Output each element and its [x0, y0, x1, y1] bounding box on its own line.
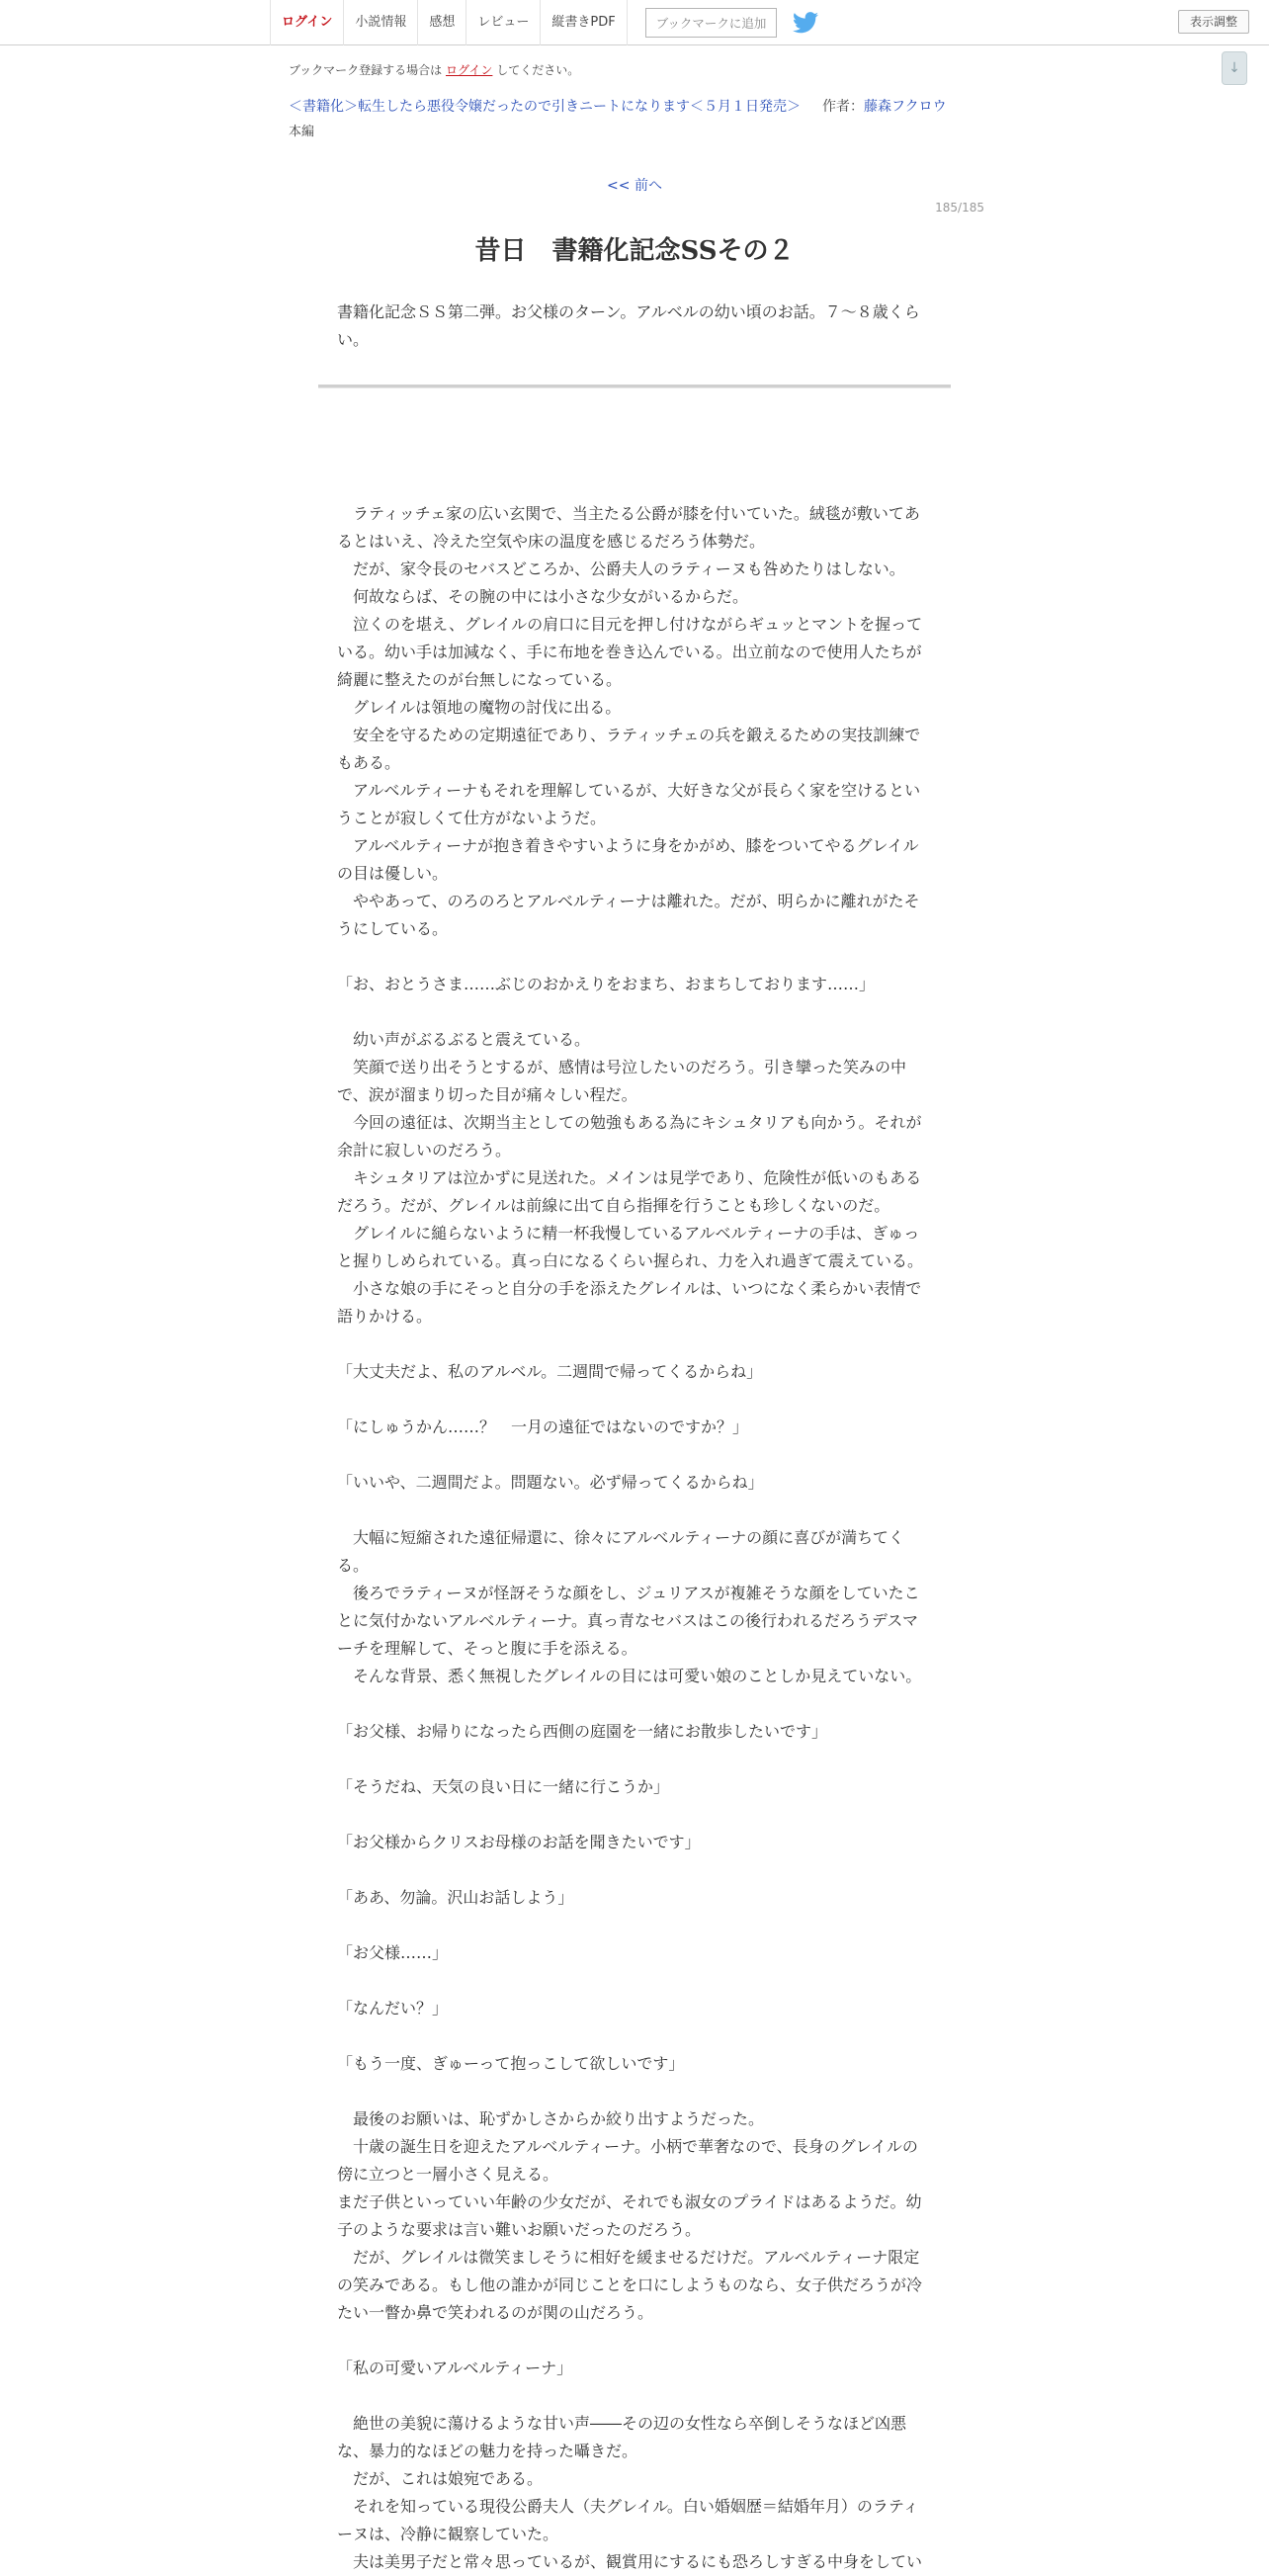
prev-page-nav	[0, 175, 1269, 195]
body-line: の目は優しい。	[337, 864, 449, 883]
body-line: 「ああ、勿論。沢山お話しよう」	[337, 1888, 574, 1907]
body-line: 何故ならば、その腕の中には小さな少女がいるからだ。	[337, 587, 749, 606]
display-settings-button[interactable]: 表示調整	[1178, 10, 1249, 34]
blank-line	[337, 1801, 930, 1829]
blank-line	[337, 1331, 930, 1358]
body-line: と握りしめられている。真っ白になるくらい握られ、力を入れ過ぎて震えている。	[337, 1251, 923, 1270]
chapter-group-label: 本編	[289, 125, 315, 139]
body-line: 絶世の美貌に蕩けるような甘い声――その辺の女性なら卒倒しそうなほど凶悪	[337, 2414, 907, 2433]
body-line: 泣くのを堪え、グレイルの肩口に目元を押し付けながらギュッとマントを握って	[337, 615, 923, 634]
blank-line	[337, 2382, 930, 2410]
preface-line: 書籍化記念ＳＳ第二弾。お父様のターン。アルベルの幼い頃のお話。７～８歳くら	[337, 302, 920, 321]
body-line: キシュタリアは泣かずに見送れた。メインは見学であり、危険性が低いのもある	[337, 1168, 922, 1187]
login-link[interactable]: ログイン	[270, 0, 343, 45]
series-header	[289, 96, 947, 116]
body-line: 安全を守るための定期遠征であり、ラティッチェの兵を鍛えるための実技訓練で	[337, 726, 921, 744]
author-label: 作者：	[822, 99, 864, 115]
body-line: 幼い声がぶるぶると震えている。	[337, 1030, 591, 1049]
top-navigation-bar	[0, 0, 1269, 45]
author-link[interactable]: 藤森フクロウ	[864, 99, 947, 115]
login-note-prefix: ブックマーク登録する場合は	[289, 63, 443, 77]
blank-line	[337, 1497, 930, 1524]
body-line: 綺麗に整えたのが台無しになっている。	[337, 670, 623, 689]
blank-line	[337, 2022, 930, 2050]
body-line: るとはいえ、冷えた空気や床の温度を感じるだろう体勢だ。	[337, 532, 765, 551]
preface-divider	[318, 385, 951, 388]
body-line: まだ子供といっていい年齢の少女だが、それでも淑女のプライドはあるようだ。幼	[337, 2192, 922, 2211]
body-line: そんな背景、悉く無視したグレイルの目には可愛い娘のことしか見えていない。	[337, 1667, 922, 1685]
body-line: それを知っている現役公爵夫人（夫グレイル。白い婚姻歴＝結婚年月）のラティ	[337, 2497, 919, 2516]
body-line: とに気付かないアルベルティーナ。真っ青なセバスはこの後行われるだろうデスマ	[337, 1611, 919, 1630]
body-line: 十歳の誕生日を迎えたアルベルティーナ。小柄で華奢なので、長身のグレイルの	[337, 2137, 918, 2156]
body-line: うことが寂しくて仕方がないようだ。	[337, 809, 607, 827]
body-line: 「お、おとうさま……ぶじのおかえりをおまち、おまちしております……」	[337, 975, 876, 993]
body-line: 「私の可愛いアルベルティーナ」	[337, 2359, 573, 2377]
blank-line	[337, 1856, 930, 1884]
blank-line	[337, 1912, 930, 1939]
body-line: の笑みである。もし他の誰かが同じことを口にしようものなら、女子供だろうが冷	[337, 2275, 923, 2294]
body-line: ややあって、のろのろとアルベルティーナは離れた。だが、明らかに離れがたそ	[337, 892, 920, 910]
body-line: たい一瞥か鼻で笑われるのが関の山だろう。	[337, 2303, 654, 2322]
page-counter: 185/185	[935, 201, 984, 215]
body-line: な、暴力的なほどの魅力を持った囁きだ。	[337, 2442, 638, 2460]
login-note-suffix: してください。	[496, 63, 580, 77]
blank-line	[337, 1441, 930, 1469]
body-line: で、涙が溜まり切った目が痛々しい程だ。	[337, 1085, 637, 1104]
body-line: だろう。だが、グレイルは前線に出て自ら指揮を行うことも珍しくないのだ。	[337, 1196, 890, 1215]
body-line: ラティッチェ家の広い玄関で、当主たる公爵が膝を付いていた。絨毯が敷いてあ	[337, 504, 920, 523]
body-line: 「大丈夫だよ、私のアルベル。二週間で帰ってくるからね」	[337, 1362, 763, 1381]
body-line: グレイルに縋らないように精一杯我慢しているアルベルティーナの手は、ぎゅっ	[337, 1224, 920, 1243]
body-line: うにしている。	[337, 919, 449, 938]
body-line: 「なんだい？」	[337, 1999, 449, 2018]
body-line: 「お父様からクリスお母様のお話を聞きたいです」	[337, 1833, 701, 1851]
main-nav	[270, 0, 818, 45]
body-line: 「そうだね、天気の良い日に一緒に行こうか」	[337, 1777, 670, 1796]
vertical-pdf-link[interactable]: 縦書きPDF	[540, 0, 627, 45]
body-line: 小さな娘の手にそっと自分の手を添えたグレイルは、いつになく柔らかい表情で	[337, 1279, 922, 1298]
body-line: だが、これは娘宛である。	[337, 2469, 544, 2488]
body-line: だが、家令長のセバスどころか、公爵夫人のラティーヌも咎めたりはしない。	[337, 559, 905, 578]
login-note-link[interactable]: ログイン	[446, 63, 493, 77]
review-link[interactable]: レビュー	[465, 0, 540, 45]
add-bookmark-button[interactable]: ブックマークに追加	[645, 8, 778, 38]
body-line: 最後のお願いは、恥ずかしさからか絞り出すようだった。	[337, 2109, 765, 2128]
body-line: る。	[337, 1556, 370, 1575]
body-line: ーヌは、冷静に観察していた。	[337, 2525, 559, 2543]
body-line: 今回の遠征は、次期当主としての勉強もある為にキシュタリアも向かう。それが	[337, 1113, 922, 1132]
body-line: もある。	[337, 753, 401, 772]
series-title-link[interactable]: ＜書籍化＞転生したら悪役令嬢だったので引きニートになります＜５月１日発売＞	[289, 99, 801, 115]
body-line: 余計に寂しいのだろう。	[337, 1141, 512, 1159]
body-line: アルベルティーナが抱き着きやすいように身をかがめ、膝をついてやるグレイル	[337, 836, 919, 855]
prev-page-link[interactable]: << 前へ	[607, 178, 662, 194]
blank-line	[337, 943, 930, 971]
chapter-title: 昔日 書籍化記念SSその２	[474, 236, 795, 266]
blank-line	[337, 2327, 930, 2355]
body-line: グレイルは領地の魔物の討伐に出る。	[337, 698, 622, 717]
scroll-down-icon[interactable]: ↓	[1222, 51, 1247, 85]
twitter-icon[interactable]	[793, 12, 818, 34]
body-line: 子のような要求は言い難いお願いだったのだろう。	[337, 2220, 702, 2239]
body-line: アルベルティーナもそれを理解しているが、大好きな父が長らく家を空けるとい	[337, 781, 921, 800]
blank-line	[337, 2078, 930, 2105]
body-line: ーチを理解して、そっと腹に手を添える。	[337, 1639, 637, 1658]
preface	[337, 299, 930, 354]
body-line: 大幅に短縮された遠征帰還に、徐々にアルベルティーナの顔に喜びが満ちてく	[337, 1528, 904, 1547]
body-line: 「お父様……」	[337, 1943, 449, 1962]
blank-line	[337, 472, 930, 500]
blank-line	[337, 1386, 930, 1414]
novel-body	[337, 472, 930, 2576]
body-line: 「お父様、お帰りになったら西側の庭園を一緒にお散歩したいです」	[337, 1722, 828, 1741]
novel-info-link[interactable]: 小説情報	[343, 0, 417, 45]
body-line: 後ろでラティーヌが怪訝そうな顔をし、ジュリアスが複雑そうな顔をしていたこ	[337, 1584, 920, 1602]
body-line: 夫は美男子だと常々思っているが、観賞用にするにも恐ろしすぎる中身をしてい	[337, 2552, 923, 2571]
body-line: だが、グレイルは微笑ましそうに相好を緩ませるだけだ。アルベルティーナ限定	[337, 2248, 920, 2267]
body-line: 「いいや、二週間だよ。問題ない。必ず帰ってくるからね」	[337, 1473, 764, 1492]
body-line: いる。幼い手は加減なく、手に布地を巻き込んでいる。出立前なので使用人たちが	[337, 643, 922, 661]
login-note	[289, 61, 579, 78]
blank-line	[337, 998, 930, 1026]
body-line: 語りかける。	[337, 1307, 433, 1326]
impressions-link[interactable]: 感想	[417, 0, 465, 45]
blank-line	[337, 1746, 930, 1773]
blank-line	[337, 1967, 930, 1995]
preface-line: い。	[337, 330, 370, 349]
body-line: 「にしゅうかん……？ 一月の遠征ではないのですか？」	[337, 1417, 749, 1436]
blank-line	[337, 1690, 930, 1718]
body-line: 「もう一度、ぎゅーって抱っこして欲しいです」	[337, 2054, 685, 2073]
body-line: 傍に立つと一層小さく見える。	[337, 2165, 559, 2184]
body-line: 笑顔で送り出そうとするが、感情は号泣したいのだろう。引き攣った笑みの中	[337, 1058, 907, 1076]
